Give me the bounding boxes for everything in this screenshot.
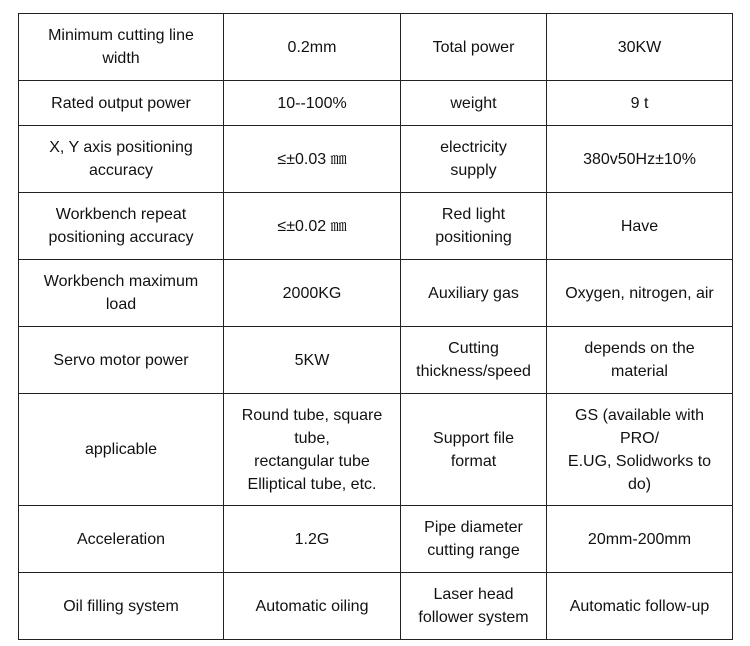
table-cell: Acceleration	[19, 506, 224, 573]
table-cell: GS (available with PRO/ E.UG, Solidworks to do)	[547, 394, 733, 506]
table-row	[19, 327, 733, 394]
table-cell: 1.2G	[224, 506, 401, 573]
table-cell: Cutting thickness/speed	[401, 327, 547, 394]
table-cell: Workbench repeat positioning accuracy	[19, 193, 224, 260]
table-row	[19, 193, 733, 260]
table-cell: 0.2mm	[224, 14, 401, 81]
table-cell: Automatic oiling	[224, 573, 401, 640]
table-cell: Pipe diameter cutting range	[401, 506, 547, 573]
table-cell: Oxygen, nitrogen, air	[547, 260, 733, 327]
table-cell: Support file format	[401, 394, 547, 506]
specification-table	[18, 13, 733, 640]
table-cell: Oil filling system	[19, 573, 224, 640]
table-cell: ≤±0.02 ㎜	[224, 193, 401, 260]
table-cell: Workbench maximum load	[19, 260, 224, 327]
table-cell: Have	[547, 193, 733, 260]
table-cell: 9 t	[547, 81, 733, 126]
table-cell: applicable	[19, 394, 224, 506]
table-cell: Red light positioning	[401, 193, 547, 260]
table-cell: Automatic follow-up	[547, 573, 733, 640]
table-cell: Total power	[401, 14, 547, 81]
table-cell: Rated output power	[19, 81, 224, 126]
table-cell: 20mm-200mm	[547, 506, 733, 573]
table-cell: Minimum cutting line width	[19, 14, 224, 81]
table-cell: Laser head follower system	[401, 573, 547, 640]
table-cell: Auxiliary gas	[401, 260, 547, 327]
table-row	[19, 573, 733, 640]
table-cell: weight	[401, 81, 547, 126]
table-row	[19, 14, 733, 81]
table-cell: electricity supply	[401, 126, 547, 193]
table-row	[19, 394, 733, 506]
table-row	[19, 260, 733, 327]
table-cell: 380v50Hz±10%	[547, 126, 733, 193]
table-row	[19, 506, 733, 573]
table-cell: ≤±0.03 ㎜	[224, 126, 401, 193]
table-cell: 30KW	[547, 14, 733, 81]
table-cell: X, Y axis positioning accuracy	[19, 126, 224, 193]
table-row	[19, 126, 733, 193]
table-cell: 5KW	[224, 327, 401, 394]
table-cell: 10--100%	[224, 81, 401, 126]
table-cell: depends on the material	[547, 327, 733, 394]
table-cell: Round tube, square tube, rectangular tube Elliptical tube, etc.	[224, 394, 401, 506]
table-cell: Servo motor power	[19, 327, 224, 394]
table-row	[19, 81, 733, 126]
table-cell: 2000KG	[224, 260, 401, 327]
